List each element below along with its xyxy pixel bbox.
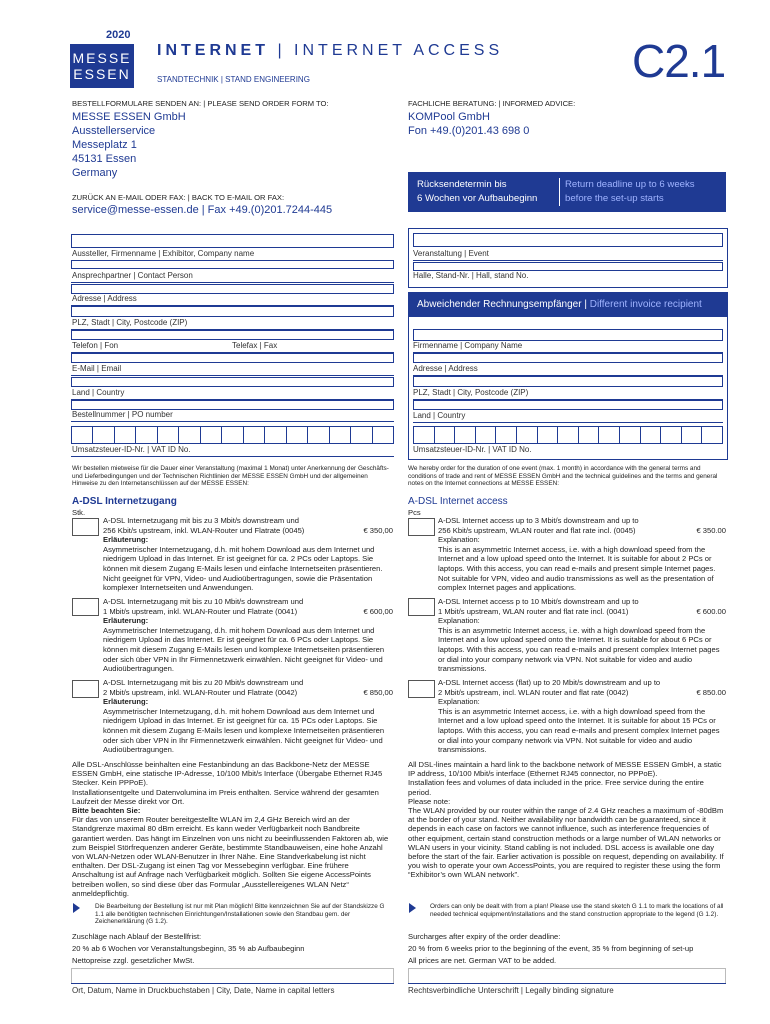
return-label: ZURÜCK AN E-MAIL ODER FAX: | BACK TO E-MAIL OR FAX: — [72, 193, 285, 202]
title-sep: | — [269, 42, 295, 59]
product-line: A-DSL Internetzugang mit bis zu 20 Mbit/s downstream und — [103, 678, 304, 687]
invoice-recipient-heading — [409, 293, 727, 317]
product-line: 2 Mbit/s upstream, incl. WLAN router and flat rate (0042) — [438, 687, 629, 697]
place-date-name-input[interactable] — [71, 968, 394, 984]
product-line: A-DSL Internet access p to 10 Mbit/s downstream and up to — [438, 597, 639, 606]
product-explanation-head: Erläuterung: — [103, 697, 149, 707]
return-contact: service@messe-essen.de | Fax +49.(0)201.7244-445 — [72, 204, 333, 216]
send-to-line: 45131 Essen — [72, 153, 137, 165]
po-number-input[interactable] — [71, 400, 394, 410]
email-input[interactable] — [71, 353, 394, 363]
address-input[interactable] — [71, 284, 394, 294]
surcharge-head-de: Zuschläge nach Ablauf der Bestellfrist: — [72, 932, 202, 941]
notes-en — [408, 760, 726, 880]
notes-paragraph: Installationsentgelte und Datenvolumina im Preis enthalten. Service während der gesamten Laufzeit der Messe direkt vor Ort. — [72, 787, 379, 806]
product-line: A-DSL Internetzugang mit bis zu 3 Mbit/s downstream und — [103, 516, 299, 525]
product-explanation-head: Explanation: — [438, 697, 480, 707]
quantity-input-0042[interactable] — [72, 680, 99, 698]
title-de: INTERNET — [157, 42, 269, 59]
notes-paragraph: Alle DSL-Anschlüsse beinhalten eine Festanbindung an das Backbone-Netz der MESSE ESSEN GmbH, eine statische IP-Adresse, 10/100 Mbit/s Interface (Übergabe Ethernet RJ45 Stecker. Kein PPPoE). — [72, 760, 383, 788]
send-to-line: Germany — [72, 167, 118, 179]
net-prices-de: Nettopreise zzgl. gesetzlicher MwSt. — [72, 956, 195, 965]
notes-heading: Please note: — [408, 796, 451, 806]
product-line: 2 Mbit/s upstream, inkl. WLAN-Router und Flatrate (0042) — [103, 687, 298, 697]
invoice-country-label: Land | Country — [413, 411, 466, 420]
vat-id-input[interactable] — [71, 426, 394, 444]
product-0042-de — [103, 678, 393, 755]
section-title-en: A-DSL Internet access — [408, 496, 508, 507]
product-line: 256 Kbit/s upstream, inkl. WLAN-Router und Flatrate (0045) — [103, 525, 305, 535]
signature-input[interactable] — [408, 968, 726, 984]
subtitle-de: STANDTECHNIK — [157, 75, 219, 84]
product-line: 1 Mbit/s upstream, WLAN router and flat rate incl. (0041) — [438, 606, 629, 616]
phone-input[interactable] — [71, 330, 394, 340]
deadline-box — [408, 172, 726, 212]
product-line: A-DSL Internet access up to 3 Mbit/s downstream and up to — [438, 516, 639, 525]
page-title — [157, 42, 503, 60]
place-date-name-label: Ort, Datum, Name in Druckbuchstaben | City, Date, Name in capital letters — [72, 986, 335, 995]
deadline-en — [565, 178, 695, 206]
event-panel — [408, 228, 728, 288]
signature-label: Rechtsverbindliche Unterschrift | Legally binding signature — [408, 986, 614, 995]
advice-label: FACHLICHE BERATUNG: | INFORMED ADVICE: — [408, 99, 576, 108]
product-price: € 600.00 — [696, 606, 726, 616]
product-explanation: Asymmetrischer Internetzugang, d.h. mit hohem Download aus dem Internet und niedrigem Upload in das Internet. Er ist geeignet für ca. 15 PCs oder Laptops. Sie können mit diesem Zugang E-Mails lesen und komplexe Internetseiten präsentieren oder sich über VPN in Ihr Firmennetzwerk einwählen. Nicht geeignet für Video- und Audioübertragungen. — [103, 706, 385, 755]
subtitle-sep: | — [218, 75, 226, 84]
net-prices-en: All prices are net. German VAT to be added. — [408, 956, 557, 965]
email-label: E-Mail | Email — [72, 364, 122, 373]
exhibitor-label: Aussteller, Firmenname | Exhibitor, Company name — [72, 249, 255, 258]
deadline-de-line: Rücksendetermin bis — [417, 179, 507, 190]
invoice-heading-en: Different invoice recipient — [589, 299, 702, 310]
deadline-en-line: Return deadline up to 6 weeks — [565, 179, 695, 190]
send-to-line: MESSE ESSEN GmbH — [72, 111, 186, 123]
product-price: € 850.00 — [696, 687, 726, 697]
surcharge-de: 20 % ab 6 Wochen vor Veranstaltungsbeginn, 35 % ab Aufbaubeginn — [72, 944, 305, 953]
zip-city-label: PLZ, Stadt | City, Postcode (ZIP) — [72, 318, 188, 327]
advice-line: Fon +49.(0)201.43 698 0 — [408, 125, 530, 137]
product-0041-en — [438, 597, 726, 674]
country-label: Land | Country — [72, 388, 125, 397]
invoice-vat-id-label: Umsatzsteuer-ID-Nr. | VAT ID No. — [413, 445, 532, 454]
product-explanation: This is an asymmetric Internet access, i.e. with a high download speed from the Internet and a low upload speed onto the Internet. It is suitable for about 2 PCs or laptops. With this access, you can read e-mails and present simple Internet pages. Not suitable for VPN, video and audio transmissions as well as the presentation of complex Internet pages and applications. — [438, 544, 716, 593]
product-price: € 350.00 — [696, 525, 726, 535]
invoice-company-label: Firmenname | Company Name — [413, 341, 523, 350]
quantity-input-0042-en[interactable] — [408, 680, 435, 698]
product-explanation: This is an asymmetric Internet access, i.e. with a high download speed from the Internet and a low upload speed onto the Internet. It is suitable for about 6 PCs or laptops. With this access, you can read e-mails and present complex Internet pages or dial into your company network via VPN. Not suitable for video and audio transmissions. — [438, 625, 720, 674]
vat-id-label: Umsatzsteuer-ID-Nr. | VAT ID No. — [72, 445, 191, 454]
po-number-label: Bestellnummer | PO number — [72, 410, 173, 419]
quantity-input-0045-en[interactable] — [408, 518, 435, 536]
logo-line-1: MESSE — [72, 50, 132, 66]
logo-line-2: ESSEN — [73, 66, 131, 82]
notes-paragraph: The WLAN provided by our router within the range of 2.4 GHz reaches a maximum of -80dBm at the border of your stand. Neither availability nor bandwidth can be guaranteed, since it depends in each case on factors we cannot influence, such as interference frequencies of other equipment, certain stand construction methods or a large number of WLAN networks or WLAN users in your vicinity. Stand cabling is not included. DSL access is available one day before the start of the fair. Earlier activation is possible on request, depending on availability. If you wish to operate your own AccessPoints, you are required to register these using the form “Exhibitor’s own WLAN network”. — [408, 806, 724, 880]
invoice-company-input[interactable] — [413, 329, 723, 341]
address-label: Adresse | Address — [72, 294, 137, 303]
product-explanation-head: Explanation: — [438, 616, 480, 626]
advice-line: KOMPool GmbH — [408, 111, 490, 123]
quantity-input-0041-en[interactable] — [408, 598, 435, 616]
product-0041-de — [103, 597, 393, 674]
notes-paragraph: Installation fees and volumes of data included in the price. Free service during the entire period. — [408, 778, 704, 797]
invoice-address-input[interactable] — [413, 353, 723, 363]
country-input[interactable] — [71, 377, 394, 387]
hall-stand-input[interactable] — [413, 262, 723, 271]
product-price: € 850,00 — [363, 687, 393, 697]
section-unit-en: Pcs — [408, 508, 421, 517]
invoice-recipient-panel — [408, 292, 728, 460]
invoice-heading-sep: | — [581, 299, 590, 310]
hall-stand-label: Halle, Stand-Nr. | Hall, stand No. — [413, 271, 529, 280]
invoice-heading-de: Abweichender Rechnungsempfänger — [417, 299, 582, 310]
deadline-de — [417, 178, 537, 206]
exhibitor-input[interactable] — [71, 234, 394, 248]
quantity-input-0041[interactable] — [72, 598, 99, 616]
notes-heading: Bitte beachten Sie: — [72, 806, 141, 816]
title-en: INTERNET ACCESS — [294, 42, 504, 59]
warning-icon — [409, 903, 416, 913]
product-line: A-DSL Internetzugang mit bis zu 10 Mbit/s downstream und — [103, 597, 304, 606]
phone-label: Telefon | Fon — [72, 341, 119, 350]
intro-en: We hereby order for the duration of one event (max. 1 month) in accordance with the general terms and conditions of trade and rent of MESSE ESSEN GmbH and the technical guidelines and the terms and general notes on the Internet connections at MESSE ESSEN: — [408, 465, 718, 488]
invoice-zip-city-label: PLZ, Stadt | City, Postcode (ZIP) — [413, 388, 529, 397]
send-to-address — [72, 110, 186, 180]
send-to-label: BESTELLFORMULARE SENDEN AN: | PLEASE SEND ORDER FORM TO: — [72, 99, 329, 108]
send-to-line: Ausstellerservice — [72, 125, 156, 137]
invoice-address-label: Adresse | Address — [413, 364, 478, 373]
surcharge-en: 20 % from 6 weeks prior to the beginning of the event, 35 % from beginning of set-up — [408, 944, 694, 953]
product-line: A-DSL Internet access (flat) up to 20 Mbit/s downstream and up to — [438, 678, 661, 687]
contact-input[interactable] — [71, 261, 394, 269]
messe-essen-logo — [70, 44, 134, 88]
notes-paragraph: All DSL-lines maintain a hard link to the backbone network of MESSE ESSEN GmbH, a static IP address, 10/100 Mbit/s interface (Ethernet RJ45 connector, no PPPoE). — [408, 760, 722, 779]
intro-de: Wir bestellen mietweise für die Dauer einer Veranstaltung (maximal 1 Monat) unter Anerkennung der Geschäfts- und Lieferbedingungen und der Technischen Richtlinien der MESSE ESSEN GmbH und der allgemeinen Hinweise zu den Internetanschlüssen auf der MESSE ESSEN: — [72, 465, 389, 488]
section-unit-de: Stk. — [72, 508, 86, 517]
product-0042-en — [438, 678, 726, 755]
plan-notice-en: Orders can only be dealt with from a plan! Please use the stand sketch G 1.1 to mark the locations of all needed technical equipment/installations and the stand construction appropriate to the legend (G 1.2). — [430, 903, 724, 918]
section-title-de: A-DSL Internetzugang — [72, 496, 177, 507]
deadline-en-line: before the set-up starts — [565, 193, 664, 204]
product-explanation-head: Explanation: — [438, 535, 480, 545]
send-to-line: Messeplatz 1 — [72, 139, 137, 151]
subtitle-en: STAND ENGINEERING — [225, 75, 310, 84]
year: 2020 — [106, 29, 131, 41]
product-explanation: Asymmetrischer Internetzugang, d.h. mit hohem Download aus dem Internet und niedrigem Upload in das Internet. Er ist geeignet für ca. 6 PCs oder Laptops. Sie können mit diesem Zugang E-Mails lesen und komplexe Internetseiten präsentieren oder sich über VPN in Ihr Firmennetzwerk einwählen. Nicht geeignet für Video- und Audioübertragungen. — [103, 625, 385, 674]
form-code: C2.1 — [632, 35, 726, 87]
invoice-vat-id-input[interactable] — [413, 426, 723, 444]
event-label: Veranstaltung | Event — [413, 249, 489, 258]
product-0045-en — [438, 516, 726, 593]
product-line: 256 Kbit/s upstream, WLAN router and flat rate incl. (0045) — [438, 525, 636, 535]
fax-label: Telefax | Fax — [232, 341, 278, 350]
product-line: 1 Mbit/s upstream, inkl. WLAN-Router und Flatrate (0041) — [103, 606, 298, 616]
warning-icon — [73, 903, 80, 913]
deadline-de-line: 6 Wochen vor Aufbaubeginn — [417, 193, 538, 204]
product-price: € 350,00 — [363, 525, 393, 535]
page-subtitle — [157, 75, 310, 84]
product-explanation: This is an asymmetric Internet access, i.e. with a high download speed from the Internet and a low upload speed onto the Internet. It is suitable for about 15 PCs or laptops. With this access, you can read e-mails and present complex Internet pages or dial into your company network via VPN. Not suitable for video and audio transmissions. — [438, 706, 720, 755]
surcharge-head-en: Surcharges after expiry of the order deadline: — [408, 932, 561, 941]
notes-paragraph: Für das von unserem Router bereitgestellte WLAN im 2,4 GHz Bereich wird an der Standgrenze maximal 80 dBm erreicht. Es kann weder Verfügbarkeit noch Bandbreite garantiert werden. Das hängt im Einzelnen von uns nicht zu beeinflussenden Faktoren ab, wie zum Beispiel Störfrequenzen anderer Geräte, bestimmte Standbauweisen, eine hohe Anzahl von WLAN-Netzen oder WLAN-Benutzer in Ihrer Nähe. Eine Standverkabelung ist nicht enthalten. Der DSL-Zugang ist einen Tag vor Messebeginn verfügbar. Eine frühere Anschaltung ist auf Anfrage nach Verfügbarkeit möglich. Sollten Sie eigene AccessPoints betreiben wollen, so sind diese über das Formular „Ausstellereigenes WLAN Netz“ anmeldepflichtig. — [72, 815, 389, 898]
advice-contact — [408, 110, 529, 138]
zip-city-input[interactable] — [71, 306, 394, 317]
product-explanation: Asymmetrischer Internetzugang, d.h. mit hohem Download aus dem Internet und niedrigem Upload in das Internet. Er ist geeignet für ca. 2 PCs oder Laptops. Sie können mit diesem Zugang E-Mails lesen und einfache Internetseiten präsentieren. Nicht geeignet für VPN, Video- und Audioübertragungen, sowie die Präsentation komplexer Internetseiten und Anwendungen. — [103, 544, 383, 593]
contact-label: Ansprechpartner | Contact Person — [72, 271, 193, 280]
invoice-country-input[interactable] — [413, 400, 723, 410]
plan-notice-de: Die Bearbeitung der Bestellung ist nur mit Plan möglich! Bitte kennzeichnen Sie auf der Standskizze G 1.1 alle benötigten technischen Einrichtungen/Installationen sowie den Standbau gem. der Zeichenerklärung (G 1.2). — [95, 903, 385, 926]
product-explanation-head: Erläuterung: — [103, 535, 149, 545]
product-0045-de — [103, 516, 393, 593]
quantity-input-0045[interactable] — [72, 518, 99, 536]
notes-de — [72, 760, 392, 898]
event-input[interactable] — [413, 233, 723, 247]
product-price: € 600,00 — [363, 606, 393, 616]
invoice-zip-city-input[interactable] — [413, 376, 723, 387]
product-explanation-head: Erläuterung: — [103, 616, 149, 626]
